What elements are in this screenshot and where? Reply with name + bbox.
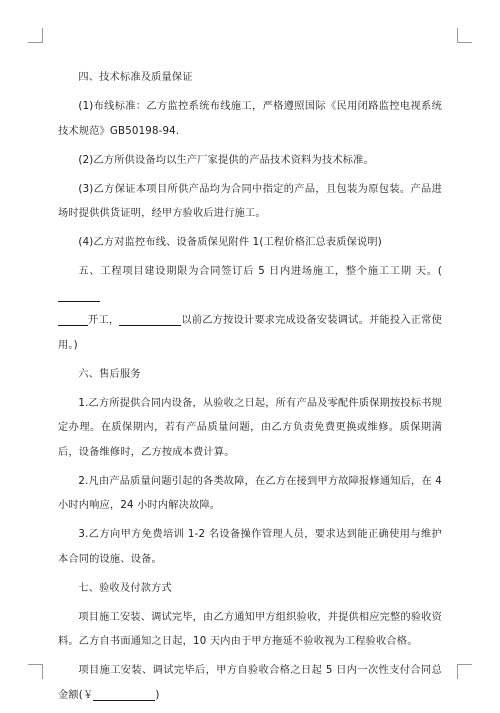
page-corner-mark-bottom-right: [457, 664, 472, 679]
page-corner-mark-bottom-left: [28, 664, 43, 679]
construction-period-text: 五、工程项目建设期限为合同签订后 5 日内进场施工，整个施工工期 天。(: [78, 266, 442, 277]
blank-field-end: [119, 312, 181, 326]
payment-text: 项目施工安装、调试完毕后，甲方自验收合格之日起 5 日内一次性支付合同总金额(￥: [58, 665, 442, 701]
section-heading-4: 四、技术标准及质量保证: [78, 72, 193, 83]
payment-close-paren: ): [155, 689, 160, 701]
section-heading-7: 七、验收及付款方式: [78, 582, 172, 594]
construction-end-text: 以前乙方按设计要求完成设备安装调试。并能投入正常使用。): [58, 315, 442, 351]
blank-field-start-cont: [58, 312, 88, 326]
blank-field-amount: [93, 687, 155, 701]
blank-field-start: [58, 288, 100, 302]
paragraph-payment: [58, 659, 442, 708]
construction-start-text: 开工，: [88, 315, 120, 326]
paragraph-wiring-standard: (1)布线标准：乙方监控系统布线施工，严格遵照国际《民用闭路监控电视系统技术规范》GB50198-94.: [58, 101, 442, 137]
paragraph-fault-response: 2.凡由产品质量问题引起的各类故障，在乙方在接到甲方故障报修通知后，在 4 小时内响应，24 小时内解决故障。: [58, 475, 442, 511]
paragraph-product-guarantee: (3)乙方保证本项目所供产品均为合同中指定的产品，且包装为原包装。产品进场时提供供货证明，经甲方验收后进行施工。: [58, 183, 442, 219]
section-heading-6: 六、售后服务: [78, 368, 141, 380]
page-corner-mark-top-right: [457, 28, 472, 43]
document-body: [58, 66, 442, 713]
paragraph-warranty-reference: (4)乙方对监控布线、设备质保见附件 1(工程价格汇总表质保说明): [78, 237, 382, 248]
paragraph-acceptance: 项目施工安装、调试完毕，由乙方通知甲方组织验收，并提供相应完整的验收资料。乙方自书面通知之日起，10 天内由于甲方拖延不验收视为工程验收合格。: [58, 611, 442, 647]
paragraph-warranty-period: 1.乙方所提供合同内设备，从验收之日起，所有产品及零配件质保期按投标书规定办理。在质保期内，若有产品质量问题，由乙方负责免费更换或维修。质保期满后，设备维修时，乙方按成本费计算。: [58, 397, 442, 458]
paragraph-training: 3.乙方向甲方免费培训 1-2 名设备操作管理人员，要求达到能正确使用与维护本合同的设施、设备。: [58, 529, 442, 565]
page-corner-mark-top-left: [28, 28, 43, 43]
paragraph-construction-period: [58, 260, 442, 358]
paragraph-equipment-standard: (2)乙方所供设备均以生产厂家提供的产品技术资料为技术标准。: [78, 154, 374, 166]
